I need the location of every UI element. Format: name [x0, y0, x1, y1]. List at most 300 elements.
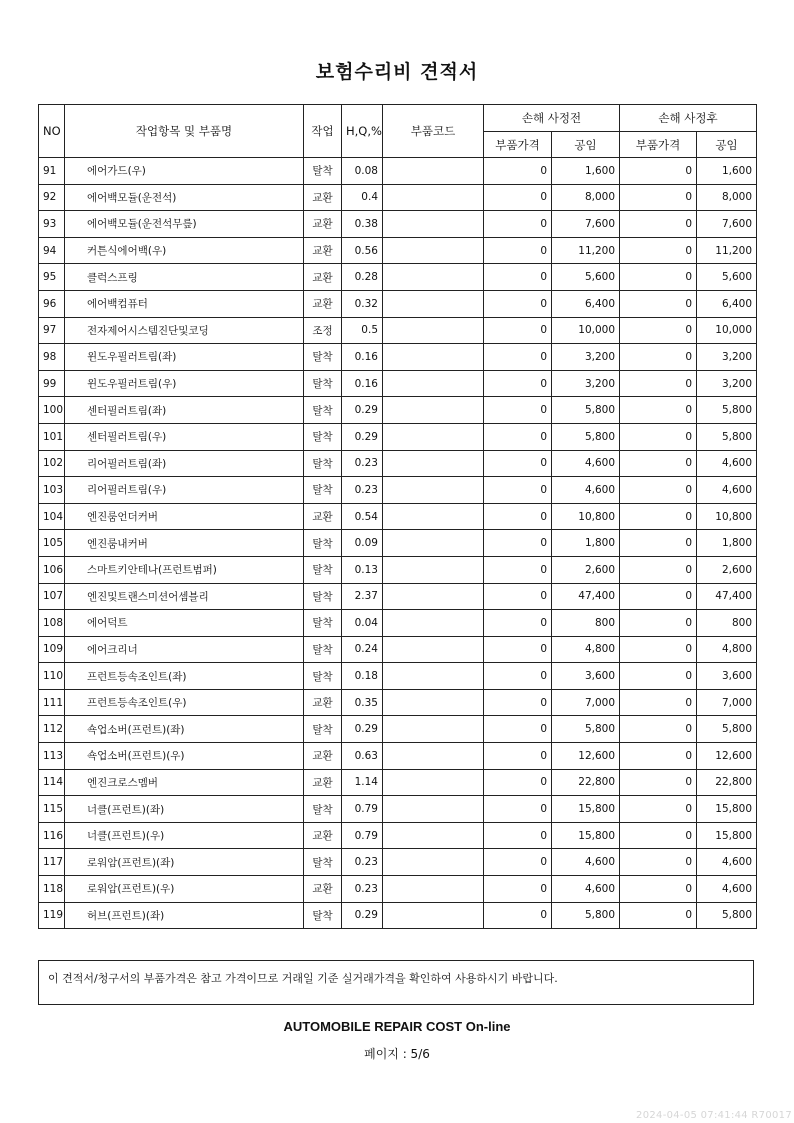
cell-name: 에어크리너	[65, 636, 304, 663]
cell-code	[383, 689, 484, 716]
cell-before-labor: 8,000	[552, 184, 620, 211]
cell-before-labor: 10,800	[552, 503, 620, 530]
cell-code	[383, 902, 484, 929]
cell-before-parts-price: 0	[484, 796, 552, 823]
header-before-group: 손해 사정전	[484, 105, 620, 132]
cell-after-parts-price: 0	[620, 237, 697, 264]
cell-hq: 0.29	[342, 423, 383, 450]
cell-work: 탈착	[304, 663, 342, 690]
header-name: 작업항목 및 부품명	[65, 105, 304, 158]
cell-name: 에어덕트	[65, 610, 304, 637]
cell-no: 100	[39, 397, 65, 424]
table-row	[39, 583, 757, 610]
cell-name: 로워암(프런트)(우)	[65, 876, 304, 903]
header-work: 작업	[304, 105, 342, 158]
cell-hq: 0.18	[342, 663, 383, 690]
cell-after-labor: 11,200	[697, 237, 757, 264]
cell-before-parts-price: 0	[484, 583, 552, 610]
cell-after-labor: 15,800	[697, 822, 757, 849]
cell-after-labor: 22,800	[697, 769, 757, 796]
cell-after-parts-price: 0	[620, 264, 697, 291]
header-after-parts-price: 부품가격	[620, 132, 697, 158]
header-code: 부품코드	[383, 105, 484, 158]
cell-work: 교환	[304, 237, 342, 264]
cell-hq: 0.23	[342, 477, 383, 504]
cell-hq: 0.79	[342, 822, 383, 849]
print-timestamp: 2024-04-05 07:41:44 R70017	[636, 1110, 792, 1121]
cell-name: 엔진룸언더커버	[65, 503, 304, 530]
cell-work: 교환	[304, 822, 342, 849]
cell-code	[383, 663, 484, 690]
cell-after-labor: 7,600	[697, 211, 757, 238]
table-row	[39, 477, 757, 504]
table-row	[39, 450, 757, 477]
cell-no: 105	[39, 530, 65, 557]
cell-no: 102	[39, 450, 65, 477]
cell-code	[383, 796, 484, 823]
cell-no: 95	[39, 264, 65, 291]
cell-after-labor: 15,800	[697, 796, 757, 823]
cell-before-parts-price: 0	[484, 636, 552, 663]
cell-before-parts-price: 0	[484, 503, 552, 530]
cell-work: 탈착	[304, 902, 342, 929]
cell-no: 99	[39, 370, 65, 397]
cell-after-labor: 12,600	[697, 743, 757, 770]
cell-name: 리어필러트림(우)	[65, 477, 304, 504]
cell-after-labor: 5,800	[697, 423, 757, 450]
table-row	[39, 184, 757, 211]
cell-name: 리어필러트림(좌)	[65, 450, 304, 477]
cell-work: 탈착	[304, 423, 342, 450]
table-row	[39, 237, 757, 264]
cell-after-parts-price: 0	[620, 769, 697, 796]
cell-hq: 0.16	[342, 344, 383, 371]
cell-no: 108	[39, 610, 65, 637]
cell-code	[383, 610, 484, 637]
cell-before-labor: 7,600	[552, 211, 620, 238]
table-row	[39, 290, 757, 317]
header-after-group: 손해 사정후	[620, 105, 757, 132]
table-row	[39, 423, 757, 450]
cell-hq: 1.14	[342, 769, 383, 796]
cell-hq: 0.28	[342, 264, 383, 291]
table-row	[39, 822, 757, 849]
cell-name: 센터필러트림(우)	[65, 423, 304, 450]
cell-before-parts-price: 0	[484, 290, 552, 317]
header-hq: H,Q,%	[342, 105, 383, 158]
cell-name: 쇽업소버(프런트)(우)	[65, 743, 304, 770]
cell-after-labor: 4,600	[697, 477, 757, 504]
cell-before-labor: 4,800	[552, 636, 620, 663]
cell-after-parts-price: 0	[620, 477, 697, 504]
cell-code	[383, 822, 484, 849]
cell-code	[383, 290, 484, 317]
cell-name: 전자제어시스템진단및코딩	[65, 317, 304, 344]
cell-hq: 0.24	[342, 636, 383, 663]
cell-code	[383, 477, 484, 504]
cell-after-labor: 8,000	[697, 184, 757, 211]
cell-no: 98	[39, 344, 65, 371]
cell-no: 97	[39, 317, 65, 344]
cell-before-parts-price: 0	[484, 184, 552, 211]
cell-after-labor: 47,400	[697, 583, 757, 610]
table-row	[39, 902, 757, 929]
cell-code	[383, 264, 484, 291]
cell-hq: 0.29	[342, 902, 383, 929]
cell-code	[383, 530, 484, 557]
cell-after-parts-price: 0	[620, 423, 697, 450]
cell-work: 탈착	[304, 370, 342, 397]
cell-hq: 0.09	[342, 530, 383, 557]
cell-work: 탈착	[304, 530, 342, 557]
cell-hq: 0.08	[342, 158, 383, 185]
cell-hq: 0.63	[342, 743, 383, 770]
cell-name: 커튼식에어백(우)	[65, 237, 304, 264]
cell-code	[383, 397, 484, 424]
cell-no: 111	[39, 689, 65, 716]
cell-before-labor: 800	[552, 610, 620, 637]
cell-no: 106	[39, 556, 65, 583]
cell-after-labor: 800	[697, 610, 757, 637]
cell-work: 탈착	[304, 796, 342, 823]
table-row	[39, 796, 757, 823]
cell-code	[383, 503, 484, 530]
cell-work: 탈착	[304, 583, 342, 610]
cell-hq: 0.23	[342, 876, 383, 903]
cell-before-labor: 12,600	[552, 743, 620, 770]
table-row	[39, 503, 757, 530]
cell-work: 탈착	[304, 397, 342, 424]
cell-name: 에어백컴퓨터	[65, 290, 304, 317]
header-before-labor: 공임	[552, 132, 620, 158]
cell-work: 조정	[304, 317, 342, 344]
cell-after-labor: 3,200	[697, 370, 757, 397]
table-row	[39, 876, 757, 903]
cell-after-labor: 1,800	[697, 530, 757, 557]
cell-after-labor: 4,600	[697, 876, 757, 903]
cell-hq: 0.38	[342, 211, 383, 238]
cell-hq: 0.32	[342, 290, 383, 317]
cell-hq: 0.5	[342, 317, 383, 344]
table-row	[39, 663, 757, 690]
notice-box	[38, 960, 754, 1005]
cell-after-parts-price: 0	[620, 583, 697, 610]
cell-hq: 0.56	[342, 237, 383, 264]
cell-code	[383, 423, 484, 450]
cell-before-parts-price: 0	[484, 849, 552, 876]
cell-before-parts-price: 0	[484, 689, 552, 716]
cell-before-labor: 1,800	[552, 530, 620, 557]
cell-code	[383, 849, 484, 876]
cell-after-labor: 3,200	[697, 344, 757, 371]
notice-text: 이 견적서/청구서의 부품가격은 참고 가격이므로 거래일 기준 실거래가격을 확인하여 사용하시기 바랍니다.	[48, 972, 558, 985]
cell-before-labor: 3,200	[552, 344, 620, 371]
cell-name: 쇽업소버(프런트)(좌)	[65, 716, 304, 743]
cell-before-parts-price: 0	[484, 902, 552, 929]
cell-work: 교환	[304, 184, 342, 211]
cell-code	[383, 370, 484, 397]
cell-before-labor: 22,800	[552, 769, 620, 796]
cell-hq: 0.4	[342, 184, 383, 211]
cell-after-parts-price: 0	[620, 290, 697, 317]
cell-no: 94	[39, 237, 65, 264]
cell-no: 104	[39, 503, 65, 530]
cell-name: 센터필러트림(좌)	[65, 397, 304, 424]
cell-code	[383, 769, 484, 796]
cell-before-labor: 11,200	[552, 237, 620, 264]
cell-hq: 0.23	[342, 849, 383, 876]
cell-no: 109	[39, 636, 65, 663]
cell-no: 107	[39, 583, 65, 610]
cell-before-labor: 1,600	[552, 158, 620, 185]
cell-work: 교환	[304, 743, 342, 770]
cell-code	[383, 344, 484, 371]
cell-before-parts-price: 0	[484, 397, 552, 424]
cell-work: 탈착	[304, 344, 342, 371]
cell-code	[383, 876, 484, 903]
cell-name: 로워암(프런트)(좌)	[65, 849, 304, 876]
cell-after-parts-price: 0	[620, 370, 697, 397]
header-no: NO	[39, 105, 65, 158]
table-row	[39, 689, 757, 716]
cell-no: 91	[39, 158, 65, 185]
cell-no: 114	[39, 769, 65, 796]
cell-code	[383, 237, 484, 264]
cell-work: 탈착	[304, 849, 342, 876]
cell-before-parts-price: 0	[484, 211, 552, 238]
cell-after-labor: 3,600	[697, 663, 757, 690]
cell-name: 스마트키안테나(프런트범퍼)	[65, 556, 304, 583]
estimate-table	[38, 104, 757, 929]
cell-before-labor: 5,600	[552, 264, 620, 291]
cell-no: 112	[39, 716, 65, 743]
cell-before-labor: 4,600	[552, 849, 620, 876]
cell-after-parts-price: 0	[620, 902, 697, 929]
cell-after-labor: 2,600	[697, 556, 757, 583]
cell-after-labor: 4,600	[697, 849, 757, 876]
cell-before-parts-price: 0	[484, 477, 552, 504]
cell-hq: 0.54	[342, 503, 383, 530]
table-row	[39, 211, 757, 238]
cell-after-parts-price: 0	[620, 450, 697, 477]
cell-hq: 0.35	[342, 689, 383, 716]
cell-before-parts-price: 0	[484, 158, 552, 185]
cell-work: 교환	[304, 290, 342, 317]
cell-after-labor: 10,800	[697, 503, 757, 530]
header-before-parts-price: 부품가격	[484, 132, 552, 158]
cell-before-labor: 4,600	[552, 876, 620, 903]
cell-name: 너클(프런트)(우)	[65, 822, 304, 849]
cell-before-parts-price: 0	[484, 743, 552, 770]
cell-before-labor: 5,800	[552, 397, 620, 424]
cell-hq: 0.16	[342, 370, 383, 397]
cell-no: 93	[39, 211, 65, 238]
cell-work: 교환	[304, 769, 342, 796]
cell-name: 프런트등속조인트(좌)	[65, 663, 304, 690]
cell-after-labor: 10,000	[697, 317, 757, 344]
cell-name: 에어가드(우)	[65, 158, 304, 185]
cell-name: 엔진크로스멤버	[65, 769, 304, 796]
cell-name: 허브(프런트)(좌)	[65, 902, 304, 929]
cell-after-parts-price: 0	[620, 716, 697, 743]
cell-before-parts-price: 0	[484, 663, 552, 690]
cell-code	[383, 716, 484, 743]
cell-hq: 0.13	[342, 556, 383, 583]
cell-work: 교환	[304, 503, 342, 530]
table-row	[39, 317, 757, 344]
cell-before-parts-price: 0	[484, 610, 552, 637]
cell-code	[383, 450, 484, 477]
cell-code	[383, 583, 484, 610]
table-header	[39, 105, 757, 158]
cell-after-parts-price: 0	[620, 556, 697, 583]
cell-before-parts-price: 0	[484, 822, 552, 849]
cell-before-labor: 3,600	[552, 663, 620, 690]
cell-work: 교환	[304, 689, 342, 716]
table-row	[39, 610, 757, 637]
cell-after-parts-price: 0	[620, 876, 697, 903]
cell-after-parts-price: 0	[620, 317, 697, 344]
cell-before-parts-price: 0	[484, 530, 552, 557]
cell-before-labor: 47,400	[552, 583, 620, 610]
cell-hq: 0.29	[342, 716, 383, 743]
cell-hq: 2.37	[342, 583, 383, 610]
cell-hq: 0.23	[342, 450, 383, 477]
cell-hq: 0.29	[342, 397, 383, 424]
document-title: 보험수리비 견적서	[315, 61, 479, 83]
cell-after-labor: 1,600	[697, 158, 757, 185]
cell-after-labor: 4,600	[697, 450, 757, 477]
table-row	[39, 849, 757, 876]
cell-name: 에어백모듈(운전석)	[65, 184, 304, 211]
cell-name: 엔진룸내커버	[65, 530, 304, 557]
cell-before-labor: 10,000	[552, 317, 620, 344]
cell-before-labor: 5,800	[552, 902, 620, 929]
cell-no: 116	[39, 822, 65, 849]
table-row	[39, 769, 757, 796]
cell-before-labor: 6,400	[552, 290, 620, 317]
cell-name: 에어백모듈(운전석무릎)	[65, 211, 304, 238]
table-row	[39, 556, 757, 583]
cell-before-labor: 2,600	[552, 556, 620, 583]
table-row	[39, 264, 757, 291]
cell-before-parts-price: 0	[484, 317, 552, 344]
cell-after-labor: 5,800	[697, 397, 757, 424]
table-row	[39, 636, 757, 663]
table-body	[39, 158, 757, 929]
cell-after-labor: 4,800	[697, 636, 757, 663]
cell-hq: 0.04	[342, 610, 383, 637]
cell-after-parts-price: 0	[620, 822, 697, 849]
cell-before-labor: 3,200	[552, 370, 620, 397]
cell-after-parts-price: 0	[620, 158, 697, 185]
cell-work: 탈착	[304, 636, 342, 663]
cell-after-parts-price: 0	[620, 184, 697, 211]
cell-before-labor: 5,800	[552, 716, 620, 743]
table-row	[39, 716, 757, 743]
cell-work: 탈착	[304, 477, 342, 504]
cell-no: 96	[39, 290, 65, 317]
cell-after-parts-price: 0	[620, 397, 697, 424]
cell-before-parts-price: 0	[484, 876, 552, 903]
cell-work: 교환	[304, 264, 342, 291]
cell-before-labor: 7,000	[552, 689, 620, 716]
cell-after-parts-price: 0	[620, 849, 697, 876]
table-row	[39, 397, 757, 424]
cell-after-parts-price: 0	[620, 636, 697, 663]
cell-after-parts-price: 0	[620, 743, 697, 770]
cell-no: 101	[39, 423, 65, 450]
cell-no: 115	[39, 796, 65, 823]
cell-before-labor: 5,800	[552, 423, 620, 450]
cell-code	[383, 636, 484, 663]
cell-after-labor: 5,800	[697, 716, 757, 743]
cell-name: 윈도우필러트림(우)	[65, 370, 304, 397]
cell-after-labor: 6,400	[697, 290, 757, 317]
cell-before-labor: 15,800	[552, 822, 620, 849]
cell-name: 윈도우필러트림(좌)	[65, 344, 304, 371]
cell-after-parts-price: 0	[620, 503, 697, 530]
cell-after-parts-price: 0	[620, 663, 697, 690]
cell-before-parts-price: 0	[484, 769, 552, 796]
cell-name: 클럭스프링	[65, 264, 304, 291]
table-row	[39, 530, 757, 557]
cell-before-parts-price: 0	[484, 450, 552, 477]
cell-before-parts-price: 0	[484, 716, 552, 743]
cell-hq: 0.79	[342, 796, 383, 823]
cell-before-parts-price: 0	[484, 264, 552, 291]
cell-code	[383, 317, 484, 344]
cell-after-labor: 7,000	[697, 689, 757, 716]
cell-before-labor: 15,800	[552, 796, 620, 823]
cell-code	[383, 184, 484, 211]
cell-name: 너클(프런트)(좌)	[65, 796, 304, 823]
table-row	[39, 743, 757, 770]
header-after-labor: 공임	[697, 132, 757, 158]
cell-after-parts-price: 0	[620, 530, 697, 557]
cell-before-labor: 4,600	[552, 477, 620, 504]
cell-no: 110	[39, 663, 65, 690]
cell-no: 118	[39, 876, 65, 903]
cell-before-parts-price: 0	[484, 370, 552, 397]
cell-after-parts-price: 0	[620, 610, 697, 637]
cell-work: 교환	[304, 211, 342, 238]
cell-work: 탈착	[304, 158, 342, 185]
cell-after-parts-price: 0	[620, 344, 697, 371]
cell-before-parts-price: 0	[484, 344, 552, 371]
cell-no: 119	[39, 902, 65, 929]
cell-before-parts-price: 0	[484, 237, 552, 264]
cell-after-parts-price: 0	[620, 796, 697, 823]
cell-work: 탈착	[304, 610, 342, 637]
cell-after-labor: 5,800	[697, 902, 757, 929]
cell-no: 103	[39, 477, 65, 504]
page-number: 페이지 : 5/6	[364, 1047, 430, 1061]
cell-after-labor: 5,600	[697, 264, 757, 291]
footer-title: AUTOMOBILE REPAIR COST On-line	[283, 1019, 511, 1034]
cell-name: 엔진및트랜스미션어셈블리	[65, 583, 304, 610]
cell-work: 탈착	[304, 716, 342, 743]
cell-no: 117	[39, 849, 65, 876]
cell-after-parts-price: 0	[620, 211, 697, 238]
cell-before-parts-price: 0	[484, 556, 552, 583]
cell-code	[383, 556, 484, 583]
table-row	[39, 158, 757, 185]
cell-before-labor: 4,600	[552, 450, 620, 477]
cell-code	[383, 158, 484, 185]
cell-code	[383, 743, 484, 770]
table-row	[39, 344, 757, 371]
